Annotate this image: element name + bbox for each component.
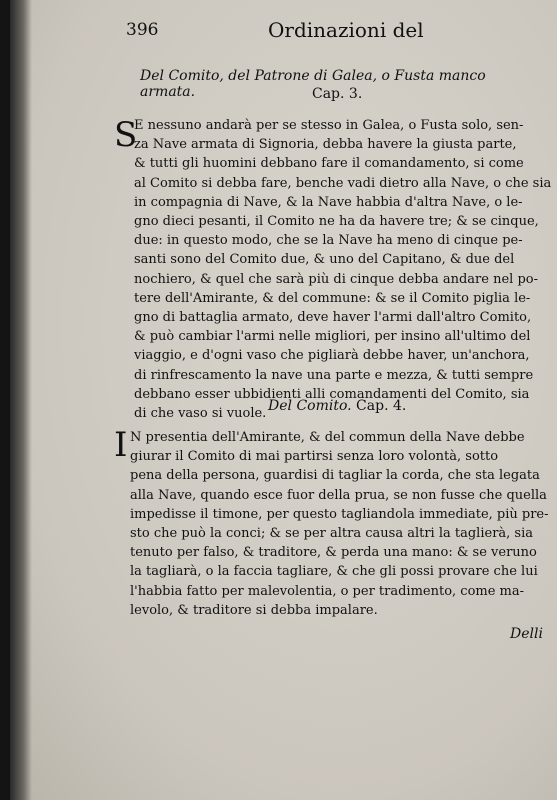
book-page bbox=[10, 0, 557, 800]
text-line: in compagnia di Nave, & la Nave habbia d'altra Nave, o le- bbox=[134, 194, 523, 210]
chapter-3-cap: Cap. 3. bbox=[312, 86, 363, 102]
text-line: santi sono del Comito due, & uno del Capitano, & due del bbox=[134, 252, 515, 268]
text-line: due: in questo modo, che se la Nave ha meno di cinque pe- bbox=[134, 233, 523, 249]
text-line: za Nave armata di Signoria, debba havere la giusta parte, bbox=[134, 137, 517, 153]
text-line: nochiero, & quel che sarà più di cinque debba andare nel po- bbox=[134, 271, 538, 287]
text-line: gno di battaglia armato, deve haver l'armi dall'altro Comito, bbox=[134, 310, 532, 326]
page-gutter-shadow bbox=[10, 0, 32, 800]
text-line: tere dell'Amirante, & del commune: & se il Comito piglia le- bbox=[134, 290, 531, 306]
text-line: viaggio, e d'ogni vaso che pigliarà debbe haver, un'anchora, bbox=[134, 348, 530, 364]
text-line: la tagliarà, o la faccia tagliare, & che gli possi provare che lui bbox=[130, 564, 538, 580]
text-line: tenuto per falso, & traditore, & perda una mano: & se veruno bbox=[130, 545, 537, 561]
chapter-3-body bbox=[134, 116, 554, 423]
text-line: di che vaso si vuole. bbox=[134, 406, 267, 422]
text-line: giurar il Comito di mai partirsi senza loro volontà, sotto bbox=[130, 449, 499, 465]
text-line: l'habbia fatto per malevolentia, o per tradimento, come ma- bbox=[130, 583, 525, 599]
chapter-4-heading bbox=[268, 398, 406, 414]
page-header bbox=[10, 12, 557, 42]
text-line: al Comito si debba fare, benche vadi dietro alla Nave, o che sia bbox=[134, 175, 552, 191]
running-title: Ordinazioni del bbox=[268, 18, 424, 42]
text-line: E nessuno andarà per se stesso in Galea, o Fusta solo, sen- bbox=[134, 118, 524, 133]
text-line: debbano esser ubbidienti alli comandamenti del Comito, sia bbox=[134, 386, 530, 402]
text-line: di rinfrescamento la nave una parte e mezza, & tutti sempre bbox=[134, 367, 534, 383]
text-line: sto che può la conci; & se per altra causa altri la taglierà, sia bbox=[130, 526, 533, 542]
chapter-4-body bbox=[130, 428, 554, 620]
chapter-4-dropcap: I bbox=[114, 425, 128, 465]
text-line: N presentia dell'Amirante, & del commun della Nave debbe bbox=[130, 430, 525, 445]
chapter-3-dropcap: S bbox=[114, 115, 138, 155]
text-line: gno dieci pesanti, il Comito ne ha da havere tre; & se cinque, bbox=[134, 214, 539, 230]
text-line: alla Nave, quando esce fuor della prua, se non fusse che quella bbox=[130, 487, 547, 503]
catchword: Delli bbox=[510, 626, 543, 642]
text-line: levolo, & traditore si debba impalare. bbox=[130, 602, 378, 618]
chapter-3-title: Del Comito, del Patrone di Galea, o Fusta manco armata. bbox=[140, 68, 486, 100]
chapter-4-title: Del Comito. bbox=[268, 398, 352, 414]
text-line: & tutti gli huomini debbano fare il comandamento, si come bbox=[134, 156, 524, 172]
text-line: & può cambiar l'armi nelle migliori, per insino all'ultimo del bbox=[134, 329, 531, 345]
text-line: impedisse il timone, per questo tagliandola immediate, più pre- bbox=[130, 506, 549, 522]
page-number: 396 bbox=[126, 20, 159, 40]
chapter-4-cap: Cap. 4. bbox=[356, 398, 407, 414]
text-line: pena della persona, guardisi di tagliar la corda, che sta legata bbox=[130, 468, 540, 484]
